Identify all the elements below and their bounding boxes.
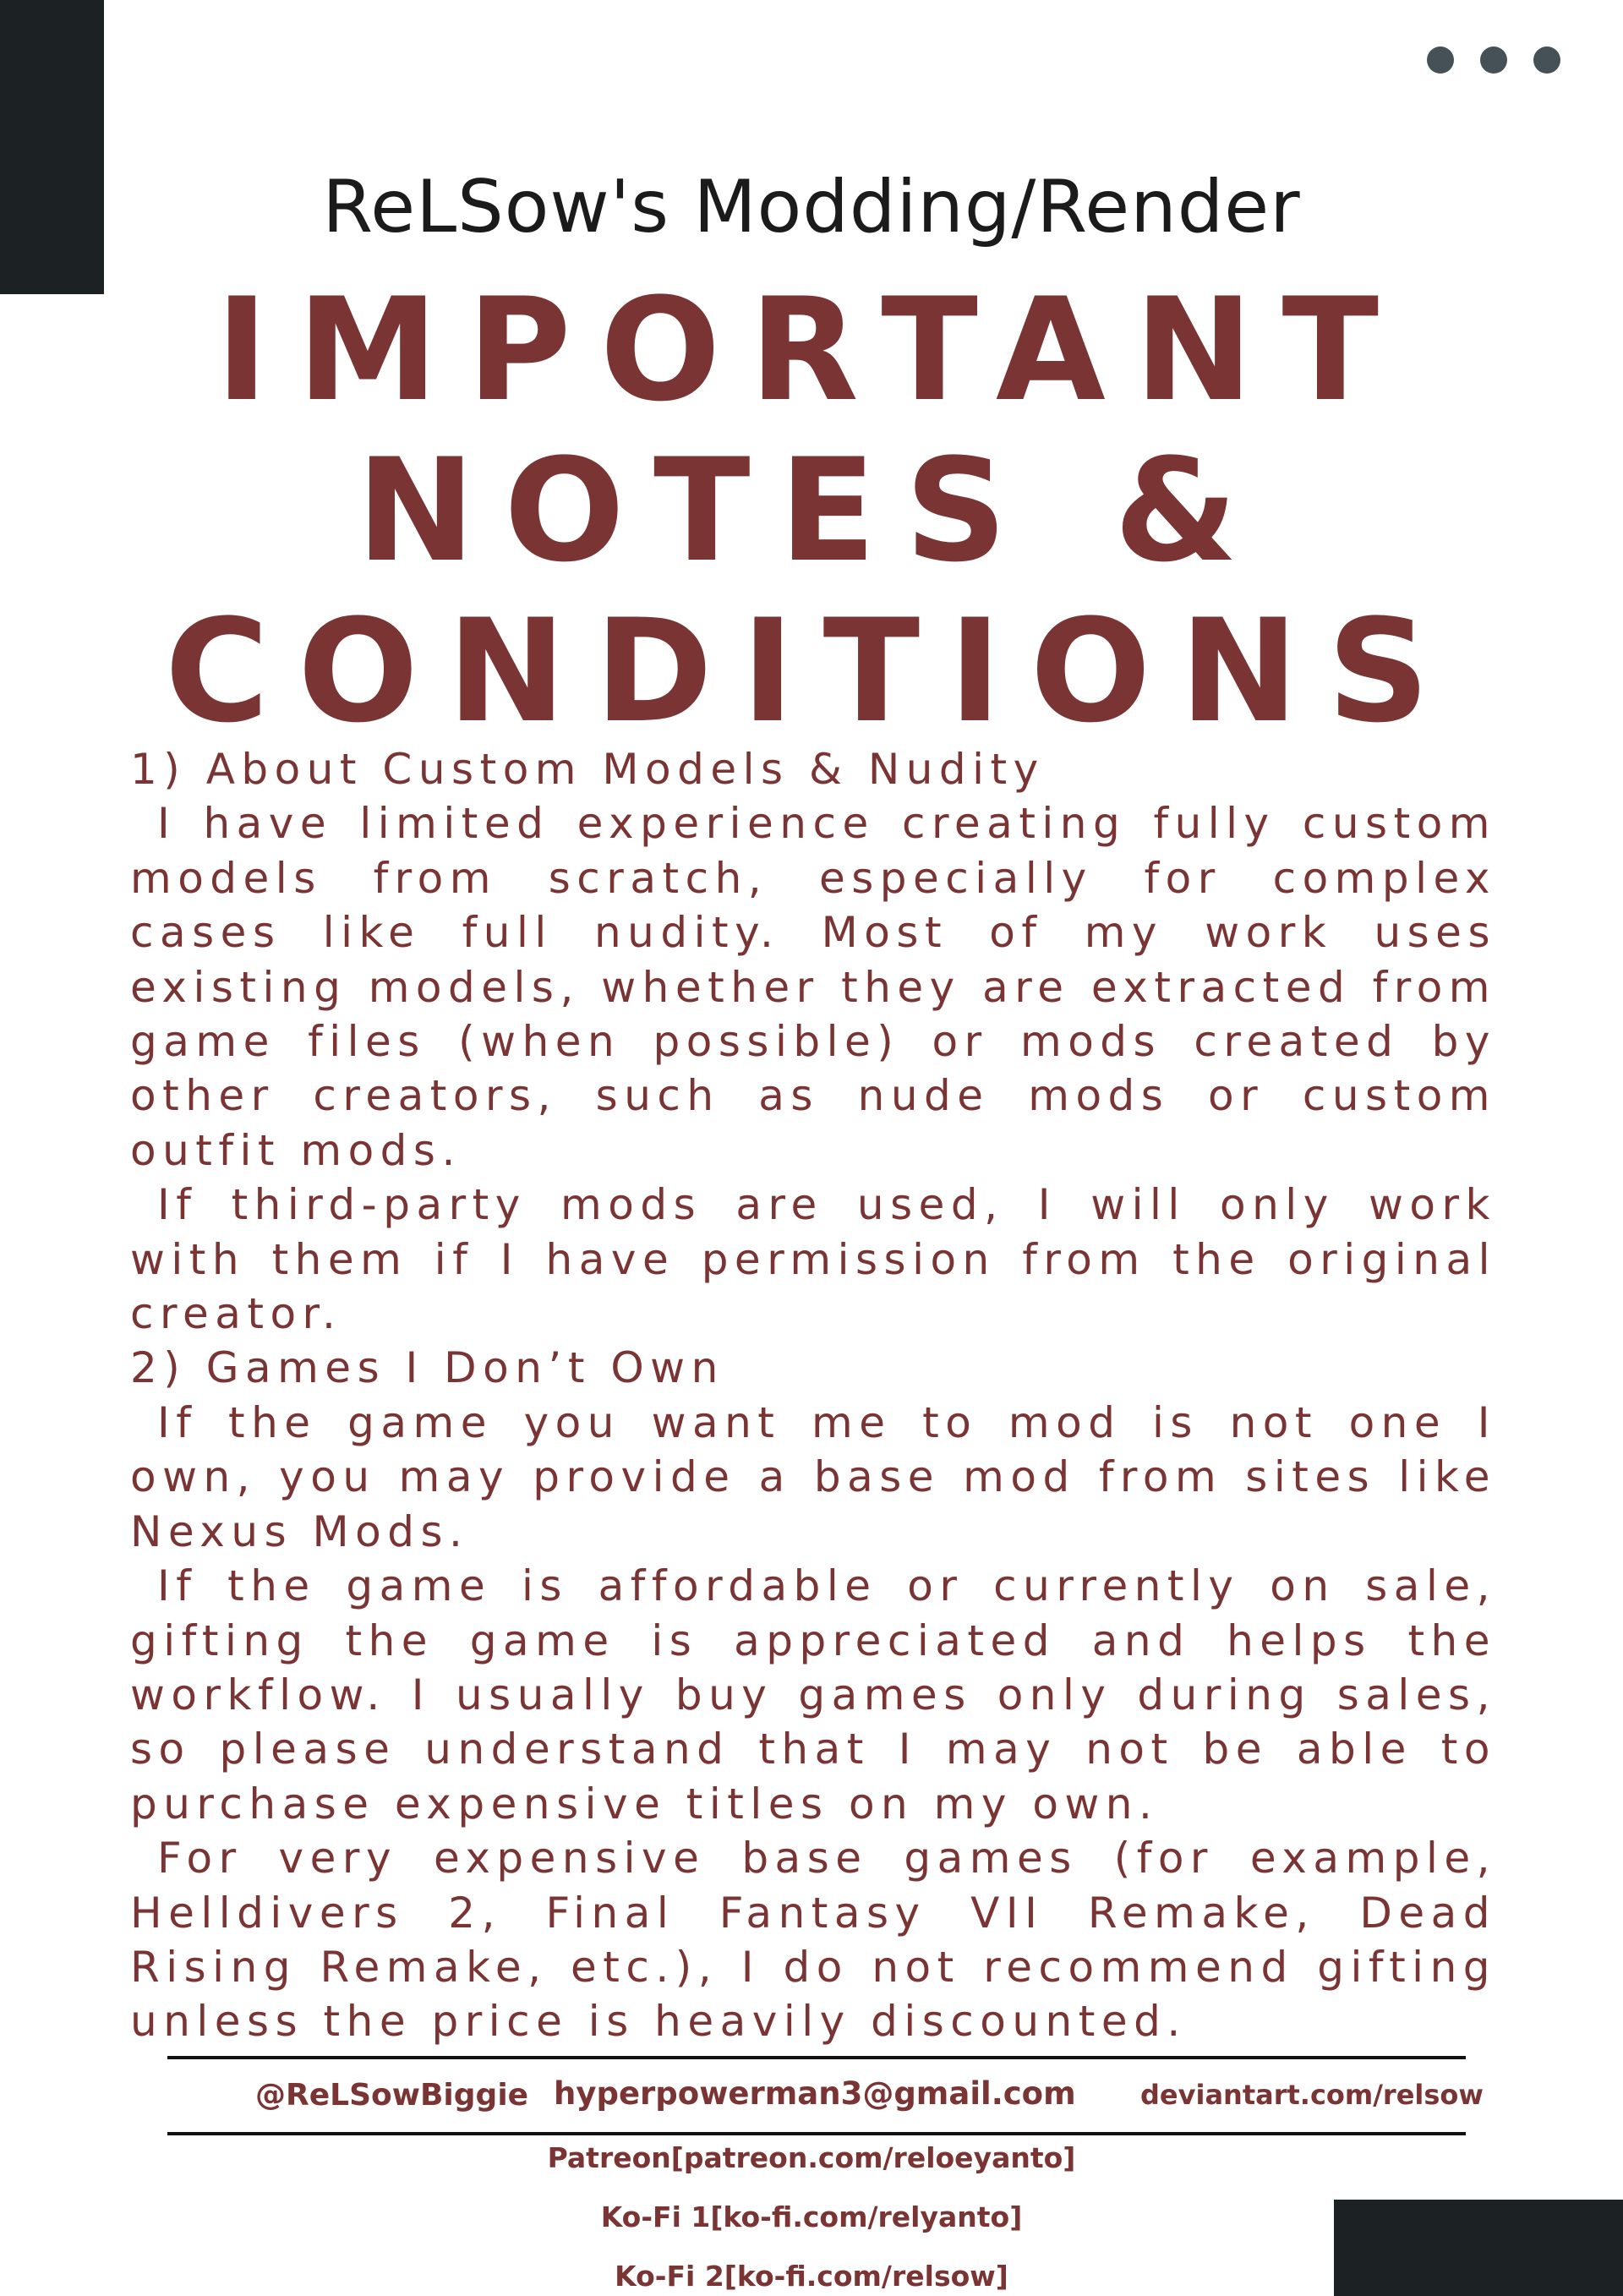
patreon-link[interactable]: Patreon[patreon.com/reloeyanto] [547, 2141, 1076, 2174]
paragraph: If the game is affordable or currently on sale, gifting the game is appreciated and helps the workflow. I usually buy games only during sales, so please understand that I may not be able to purchase expensive titles on my own. [130, 1561, 1496, 1829]
divider-bottom [167, 2132, 1466, 2135]
dot [1533, 46, 1560, 74]
dot [1427, 46, 1454, 74]
page-subtitle: ReLSow's Modding/Render [322, 165, 1301, 249]
dot [1480, 46, 1507, 74]
section-heading-games: 2) Games I Don’t Own [130, 1343, 724, 1393]
page-title-line-2: NOTES & [356, 428, 1267, 593]
social-handle[interactable]: @ReLSowBiggie [255, 2078, 529, 2113]
divider-top [167, 2056, 1466, 2059]
section-heading-custom-models: 1) About Custom Models & Nudity [130, 745, 1045, 794]
page-title-line-1: IMPORTANT [215, 267, 1408, 433]
kofi-link-2[interactable]: Ko-Fi 2[ko-fi.com/relsow] [615, 2260, 1008, 2293]
paragraph: For very expensive base games (for example, Helldivers 2, Final Fantasy VII Remake, Dead Rising Remake, etc.), I do not recommend gifting unless the price is heavily discounted. [130, 1834, 1496, 2047]
paragraph: If the game you want me to mod is not one I own, you may provide a base mod from sites like Nexus Mods. [130, 1397, 1496, 1556]
decorative-corner-block-top [0, 0, 104, 294]
page-title-line-3: CONDITIONS [164, 588, 1459, 754]
kofi-link-1[interactable]: Ko-Fi 1[ko-fi.com/relyanto] [600, 2200, 1023, 2233]
email-link[interactable]: hyperpowerman3@gmail.com [554, 2075, 1076, 2112]
paragraph: If third-party mods are used, I will only work with them if I have permission from the original creator. [130, 1180, 1496, 1339]
notes-body [130, 742, 1496, 2049]
more-dots-icon[interactable] [1427, 46, 1560, 74]
deviantart-link[interactable]: deviantart.com/relsow [1140, 2079, 1484, 2111]
paragraph: I have limited experience creating fully custom models from scratch, especially for complex cases like full nudity. Most of my work uses existing models, whether they are extracted from game files (when possible) or mods created by other creators, such as nude mods or custom outfit mods. [130, 799, 1496, 1175]
